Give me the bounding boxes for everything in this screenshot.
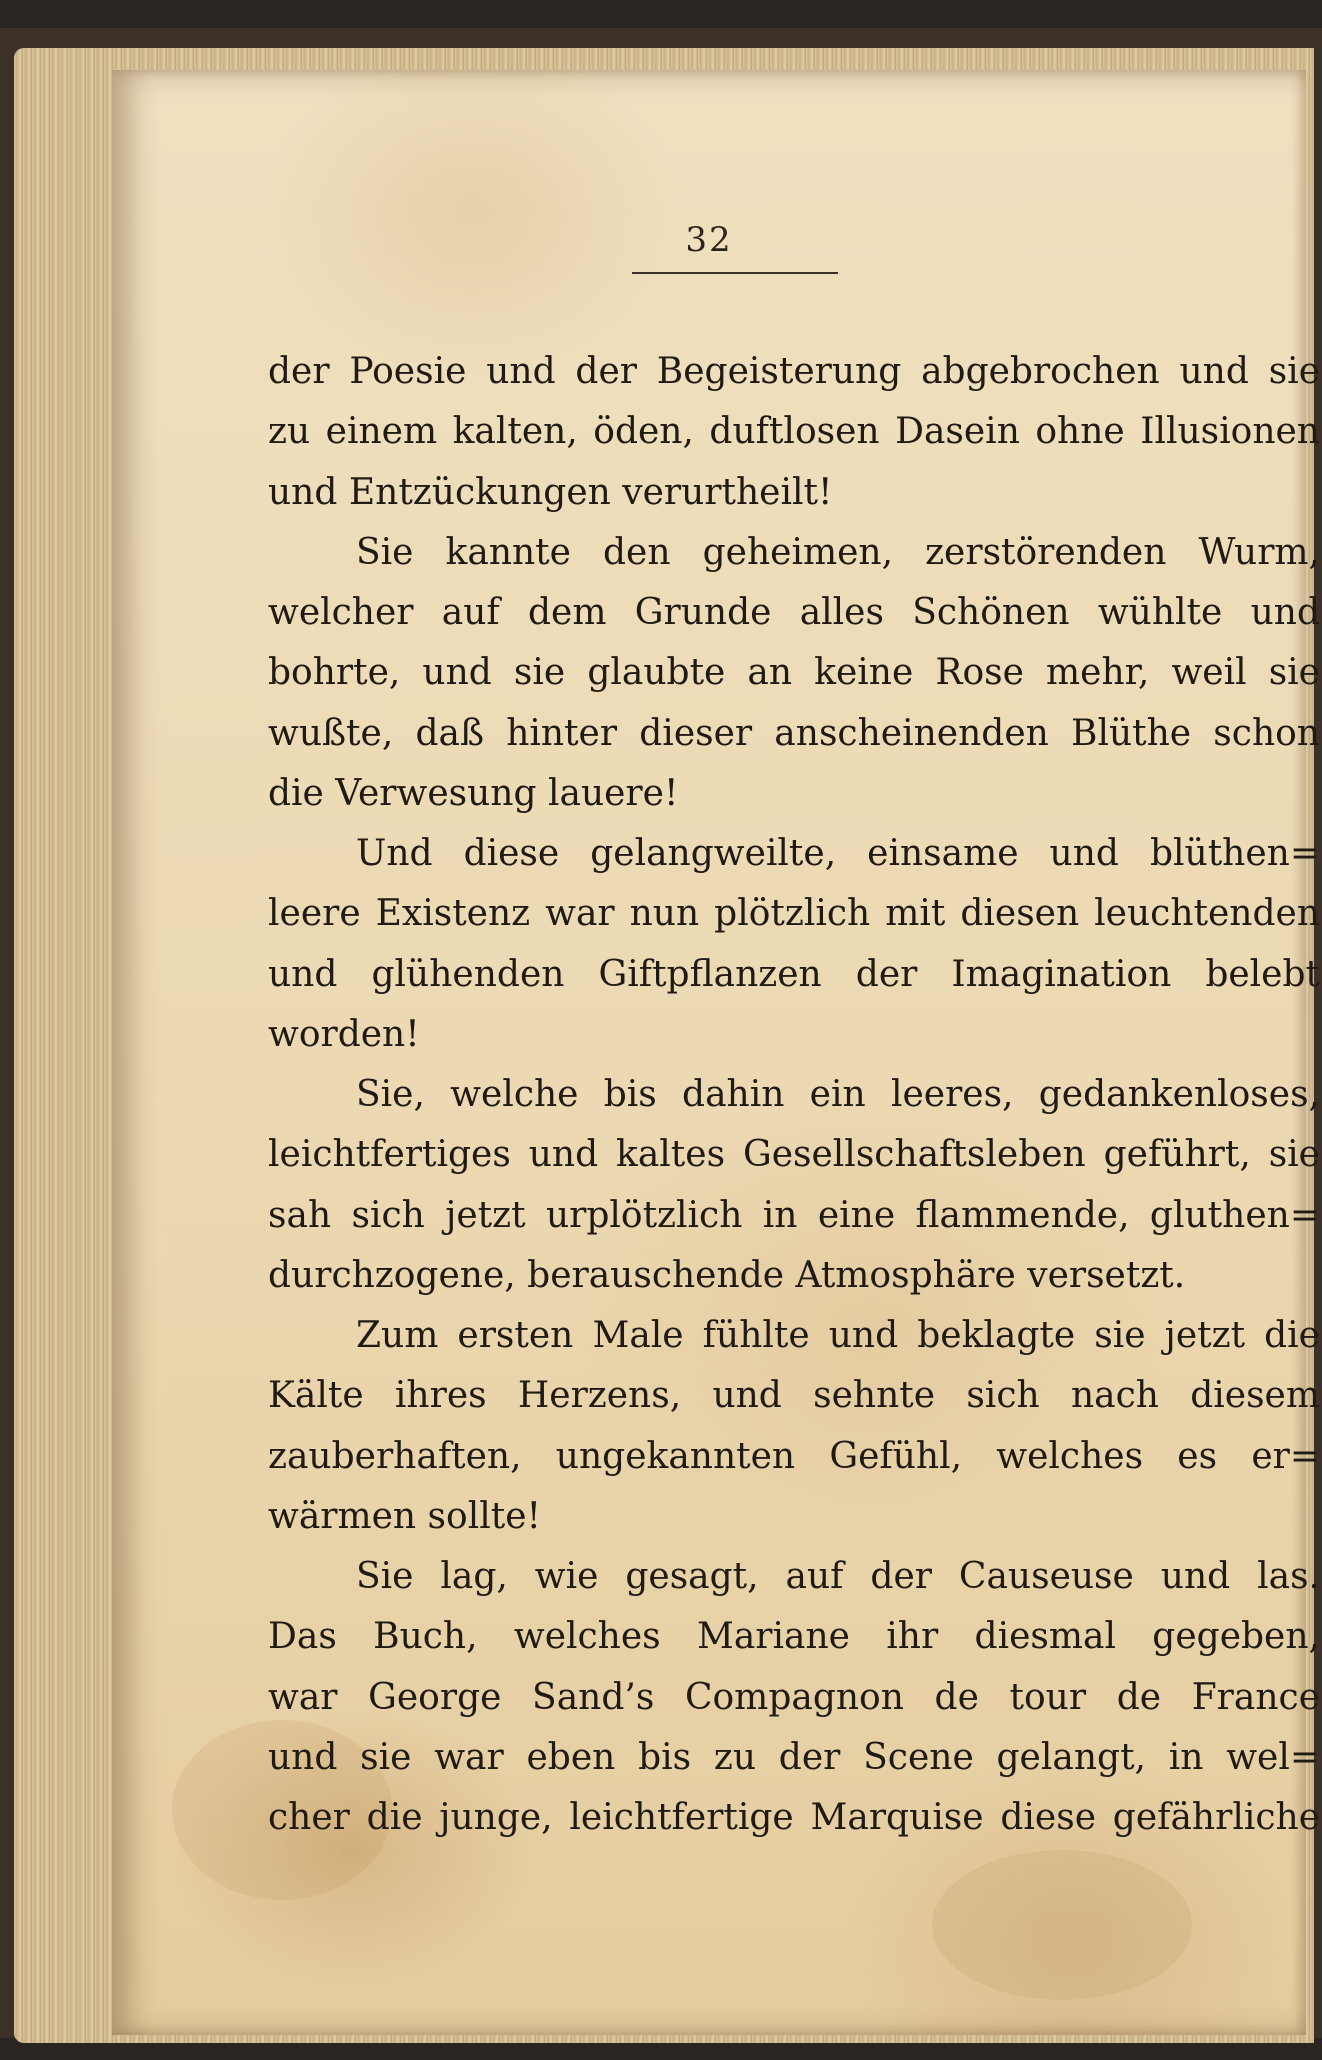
text-line: war George Sand’s Compagnon de tour de France xyxy=(268,1676,1320,1718)
text-line: Das Buch, welches Mariane ihr diesmal gegeben, xyxy=(268,1616,1320,1658)
text-line: wußte, daß hinter dieser anscheinenden Blüthe schon xyxy=(268,712,1320,754)
body-text xyxy=(268,342,1320,1848)
header-rule xyxy=(632,272,838,274)
text-line: Sie, welche bis dahin ein leeres, gedankenloses, xyxy=(356,1074,1320,1115)
book-scan xyxy=(0,28,1322,2038)
paper-stain xyxy=(932,1850,1192,2000)
text-line: zauberhaften, ungekannten Gefühl, welches es er= xyxy=(268,1435,1320,1477)
text-line: Sie kannte den geheimen, zerstörenden Wurm, xyxy=(356,531,1320,573)
text-line: worden! xyxy=(268,1013,420,1055)
text-line: welcher auf dem Grunde alles Schönen wühlte und xyxy=(268,592,1320,633)
text-line: bohrte, und sie glaubte an keine Rose mehr, weil sie xyxy=(268,652,1320,694)
text-line: cher die junge, leichtfertige Marquise diese gefährliche xyxy=(268,1797,1320,1838)
text-line: und sie war eben bis zu der Scene gelangt, in wel= xyxy=(268,1736,1320,1778)
text-line: wärmen sollte! xyxy=(268,1495,541,1537)
page-number: 32 xyxy=(685,220,733,260)
text-line: durchzogene, berauschende Atmosphäre versetzt. xyxy=(268,1254,1186,1296)
text-line: leichtfertiges und kaltes Gesellschaftsleben geführt, sie xyxy=(268,1134,1320,1176)
text-line: der Poesie und der Begeisterung abgebrochen und sie xyxy=(268,351,1320,392)
text-line: Und diese gelangweilte, einsame und blüthen= xyxy=(356,833,1320,874)
text-line: und Entzückungen verurtheilt! xyxy=(268,471,833,513)
text-line: leere Existenz war nun plötzlich mit diesen leuchtenden xyxy=(268,893,1320,935)
text-line: sah sich jetzt urplötzlich in eine flammende, gluthen= xyxy=(268,1194,1320,1236)
text-line: und glühenden Giftpflanzen der Imagination belebt xyxy=(268,953,1320,995)
text-line: zu einem kalten, öden, duftlosen Dasein ohne Illusionen xyxy=(268,411,1320,453)
text-line: Sie lag, wie gesagt, auf der Causeuse und las. xyxy=(356,1556,1320,1597)
text-line: Zum ersten Male fühlte und beklagte sie jetzt die xyxy=(356,1315,1320,1356)
book-page xyxy=(112,70,1320,2035)
text-line: Kälte ihres Herzens, und sehnte sich nach diesem xyxy=(268,1375,1320,1417)
text-line: die Verwesung lauere! xyxy=(268,772,679,814)
